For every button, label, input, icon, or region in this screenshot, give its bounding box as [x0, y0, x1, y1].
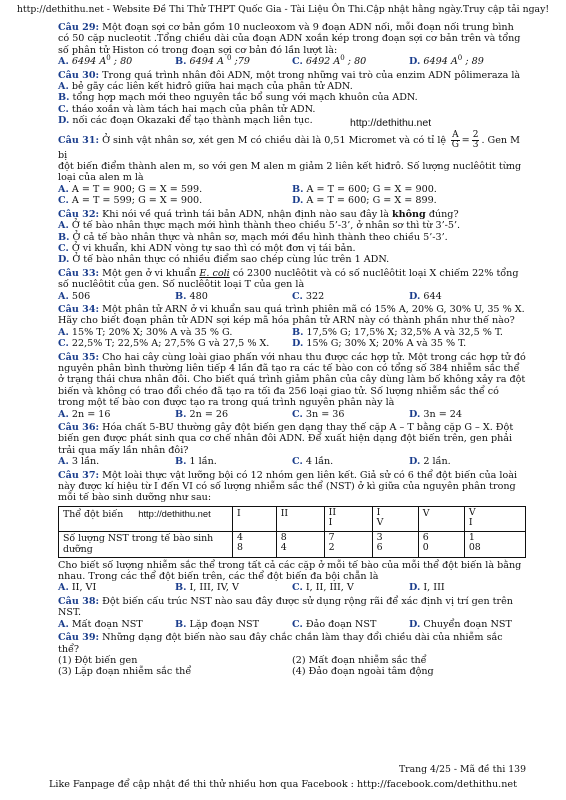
question-text: Một đoạn sợi cơ bản gồm 10 nucleoxom và 9 đoạn ADN nối, mỗi đoạn nối trung bình có 50 cặp nucleotit .Tổng chiều dài của đoạn ADN xoắn kép trong đoạn sợi cơ bản trên và tổng số phân tử Histon có trong đoạn sợi cơ bản đó lần lượt là: — [58, 22, 521, 56]
question-29 — [58, 22, 526, 68]
option-a: A. 3 lần. — [58, 456, 100, 468]
option-b: B. 17,5% G; 17,5% X; 32,5% A và 32,5 % T. — [292, 326, 503, 338]
mutant-table — [58, 506, 526, 558]
option-a: A. Mất đoạn NST — [58, 618, 143, 630]
option-c: C. 22,5% T; 22,5% A; 27,5% G và 27,5 % X. — [58, 338, 270, 350]
question-31: Câu 31: Ở sinh vật nhân sơ, xét gen M có chiều dài là 0,51 Micromet và có tỉ lệ $\frac{A}{G}$ = $\frac{2}{3}$ . Gen M bị đột biến điểm thành alen m, so với gen M alen m giảm 2 liên kết hiđrô. Số lượng nuclêôtit từng loại của alen m là A. A = T = 900; G = X = 599. B. A = T = 600; G = X = 900. C. A = T = 599; G = X = 900. D. A = T = 600; G = X = 899. — [58, 131, 526, 207]
list-item: (1) Đột biến gen — [58, 654, 138, 666]
option-d: D. 6494 $A^0$ ; 89 — [409, 54, 484, 68]
option-a: A. II, VI — [58, 582, 97, 594]
exam-page — [58, 22, 526, 680]
option-d: D. 3n = 24 — [409, 408, 463, 420]
page-header: http://dethithu.net - Website Đề Thi Thử THPT Quốc Gia - Tài Liệu Ôn Thi.Cập nhật hằng ngày.Truy cập tải ngay! — [16, 4, 550, 15]
option-d: D. A = T = 600; G = X = 899. — [292, 195, 437, 207]
option-c: C. I, II, III, V — [292, 582, 354, 594]
option-d: D. nối các đoạn Okazaki để tạo thành mạch liên tục. — [58, 115, 313, 127]
question-text: đột biến điểm thành alen m, so với gen M alen m giảm 2 liên kết hiđrô. Số lượng nuclêôtit từng loại của alen m là — [58, 161, 522, 184]
question-number: Câu 33: — [58, 267, 100, 279]
option-c: C. 3n = 36 — [292, 408, 345, 420]
option-a: A. 506 — [58, 290, 91, 302]
list-item: (2) Mất đoạn nhiễm sắc thể — [292, 654, 427, 666]
question-34: Câu 34: Một phân tử ARN ở vi khuẩn sau quá trình phiên mã có 15% A, 20% G, 30% U, 35 % X. Hãy cho biết đoạn phân tử ADN sợi kép mã hóa phân tử ARN này có thành phần như thế nào? A. 15% T; 20% X; 30% A và 35 % G. B. 17,5% G; 17,5% X; 32,5% A và 32,5 % T. C. 22,5% T; 22,5% A; 27,5% G và 27,5 % X. D. 15% G; 30% X; 20% A và 35 % T. — [58, 303, 525, 350]
option-a: A. 6494 $A^0$ ; 80 — [58, 54, 133, 68]
table-cell: 4 8 — [233, 531, 277, 557]
question-37: Câu 37: Một loài thực vật lưỡng bội có 12 nhóm gen liên kết. Giả sử có 6 thể đột biến của loài này được kí hiệu từ I đến VI có số lượng nhiễm sắc thể (NST) ở kì giữa của nguyên phân trong mỗi tế bào sinh dưỡng như sau: Thể đột biến http://dethithu.net I II II I I V V V I Số lượng NST trong tế bào sinh dưỡng 4 8 8 4 7 2 3 6 6 0 1 08 Cho biết số lượng nhiễm sắc thể trong tất cả các cặp ở mỗi tế bào của mỗi thể đột biến là bằng nhau. Trong các thể đột biến trên, các thể đột biến đa bội chẵn là A. II, VI B. I, III, IV, V C. I, II, III, V D. I, III — [58, 470, 526, 594]
option-b: B. Ở cả tế bào nhân thực và nhân sơ, mạch mới đều hình thành theo chiều 5’-3’. — [58, 231, 448, 243]
option-b: B. I, III, IV, V — [175, 582, 239, 594]
question-number: Câu 36: — [58, 422, 100, 433]
table-cell: 7 2 — [324, 531, 372, 557]
question-30 — [58, 70, 526, 127]
option-b: B. 1 lần. — [175, 456, 217, 468]
question-number: Câu 32: — [58, 208, 100, 220]
table-cell: I — [233, 506, 277, 531]
option-b: B. 2n = 26 — [175, 408, 229, 420]
option-c: C. 322 — [292, 290, 325, 302]
table-cell: II — [276, 506, 324, 531]
option-c: C. Đảo đoạn NST — [292, 618, 377, 630]
option-a: A. 2n = 16 — [58, 408, 111, 420]
table-cell: 8 4 — [276, 531, 324, 557]
question-text: Trong quá trình nhân đôi ADN, một trong những vai trò của enzim ADN pôlimeraza là — [102, 69, 521, 81]
site-watermark: http://dethithu.net — [138, 507, 211, 519]
table-cell: 3 6 — [372, 531, 418, 557]
table-cell: I V — [372, 506, 418, 531]
page-number: Trang 4/25 - Mã đề thi 139 — [398, 764, 526, 775]
question-number: Câu 34: — [58, 303, 100, 315]
site-watermark: http://dethithu.net — [350, 116, 432, 129]
list-item: (4) Đảo đoạn ngoài tâm động — [292, 666, 434, 678]
question-36: Câu 36: Hóa chất 5-BU thường gây đột biến gen dạng thay thế cặp A – T bằng cặp G – X. Đột biến gen được phát sinh qua cơ chế nhân đôi ADN. Để xuất hiện dạng đột biến trên, gen phải trải qua mấy lần nhân đôi? A. 3 lần. B. 1 lần. C. 4 lần. D. 2 lần. — [58, 422, 526, 468]
table-cell: V — [418, 506, 464, 531]
option-c: C. 4 lần. — [292, 456, 334, 468]
options — [58, 56, 526, 67]
option-b: B. 6494 A $^0$ ;79 — [175, 54, 250, 68]
ratio-2-over-3: $\frac{2}{3}$ — [472, 129, 479, 150]
ratio-a-over-g: $\frac{A}{G}$ — [451, 129, 459, 150]
question-35: Câu 35: Cho hai cây cùng loài giao phấn với nhau thu được các hợp tử. Một trong các hợp tử đó nguyên phân bình thường liên tiếp 4 lần đã tạo ra các tế bào con có tổng số 384 nhiễm sắc thể ở trạng thái chưa nhân đôi. Cho biết quá trình giảm phân của cây dùng làm bố không xảy ra đột biến và không có trao đổi chéo đã tạo ra tối đa 256 loại giao tử. Số lượng nhiễm sắc thể có trong một tế bào con được tạo ra trong quá trình nguyên phân này là A. 2n = 16 B. 2n = 26 C. 3n = 36 D. 3n = 24 — [58, 351, 526, 420]
option-b: B. A = T = 600; G = X = 900. — [292, 183, 437, 195]
option-c: C. tháo xoắn và làm tách hai mạch của phân tử ADN. — [58, 103, 316, 115]
question-number: Câu 30: — [58, 69, 100, 81]
table-cell: 1 08 — [464, 531, 525, 557]
option-c: C. Ở vi khuẩn, khi ADN vòng tự sao thì có một đơn vị tái bản. — [58, 242, 356, 254]
table-cell: 6 0 — [418, 531, 464, 557]
option-a: A. A = T = 900; G = X = 599. — [58, 183, 203, 195]
table-cell: II I — [324, 506, 372, 531]
question-number: Câu 37: — [58, 469, 100, 481]
question-number: Câu 39: — [58, 632, 100, 644]
question-38: Câu 38: Đột biến cấu trúc NST nào sau đây được sử dụng rộng rãi để xác định vị trí gen trên NST. A. Mất đoạn NST B. Lặp đoạn NST C. Đảo đoạn NST D. Chuyển đoạn NST — [58, 596, 526, 630]
option-d: D. Chuyển đoạn NST — [409, 618, 512, 630]
option-c: C. 6492 $A^0$ ; 80 — [292, 54, 367, 68]
option-a: A. bẻ gãy các liên kết hiđrô giữa hai mạch của phân tử ADN. — [58, 81, 353, 93]
table-cell: V I — [464, 506, 525, 531]
option-d: D. 15% G; 30% X; 20% A và 35 % T. — [292, 338, 467, 350]
table-row: Thể đột biến http://dethithu.net I II II I I V V V I — [59, 506, 526, 531]
option-a: A. 15% T; 20% X; 30% A và 35 % G. — [58, 326, 233, 338]
question-number: Câu 38: — [58, 595, 100, 607]
page-footer: Like Fanpage để cập nhật đề thi thử nhiều hơn qua Facebook : http://facebook.com/dethithu.net — [49, 779, 517, 790]
question-number: Câu 31: — [58, 134, 100, 146]
option-c: C. A = T = 599; G = X = 900. — [58, 195, 203, 207]
option-b: B. tổng hợp mạch mới theo nguyên tắc bổ sung với mạch khuôn của ADN. — [58, 92, 418, 104]
option-b: B. Lặp đoạn NST — [175, 618, 260, 630]
table-row: Số lượng NST trong tế bào sinh dưỡng 4 8 8 4 7 2 3 6 6 0 1 08 — [59, 531, 526, 557]
option-d: D. 2 lần. — [409, 456, 451, 468]
option-d: D. 644 — [409, 290, 442, 302]
option-d: D. Ở tế bào nhân thực có nhiều điểm sao chép cùng lúc trên 1 ADN. — [58, 254, 390, 266]
question-32: Câu 32: Khi nói về quá trình tái bản ADN, nhận định nào sau đây là không đúng? A. Ở tế bào nhân thực mạch mới hình thành theo chiều 5’-3’, ở nhân sơ thì từ 3’-5’. B. Ở cả tế bào nhân thực và nhân sơ, mạch mới đều hình thành theo chiều 5’-3’. C. Ở vi khuẩn, khi ADN vòng tự sao thì có một đơn vị tái bản. D. Ở tế bào nhân thực có nhiều điểm sao chép cùng lúc trên 1 ADN. — [58, 209, 526, 266]
question-33: Câu 33: Một gen ở vi khuẩn E. coli có 2300 nuclêôtit và có số nuclêôtit loại X chiếm 22% tổng số nuclêôtit của gen. Số nuclêôtit loại T của gen là A. 506 B. 480 C. 322 D. 644 — [58, 268, 526, 302]
option-b: B. 480 — [175, 290, 208, 302]
option-a: A. Ở tế bào nhân thực mạch mới hình thành theo chiều 5’-3’, ở nhân sơ thì từ 3’-5’. — [58, 220, 461, 232]
option-d: D. I, III — [409, 582, 445, 594]
list-item: (3) Lặp đoạn nhiễm sắc thể — [58, 666, 192, 678]
question-39: Câu 39: Những dạng đột biến nào sau đây chắc chắn làm thay đổi chiều dài của nhiễm sắc thể? (1) Đột biến gen (2) Mất đoạn nhiễm sắc thể (3) Lặp đoạn nhiễm sắc thể (4) Đảo đoạn ngoài tâm động — [58, 632, 526, 678]
question-number: Câu 29: — [58, 22, 100, 33]
question-number: Câu 35: — [58, 351, 100, 363]
